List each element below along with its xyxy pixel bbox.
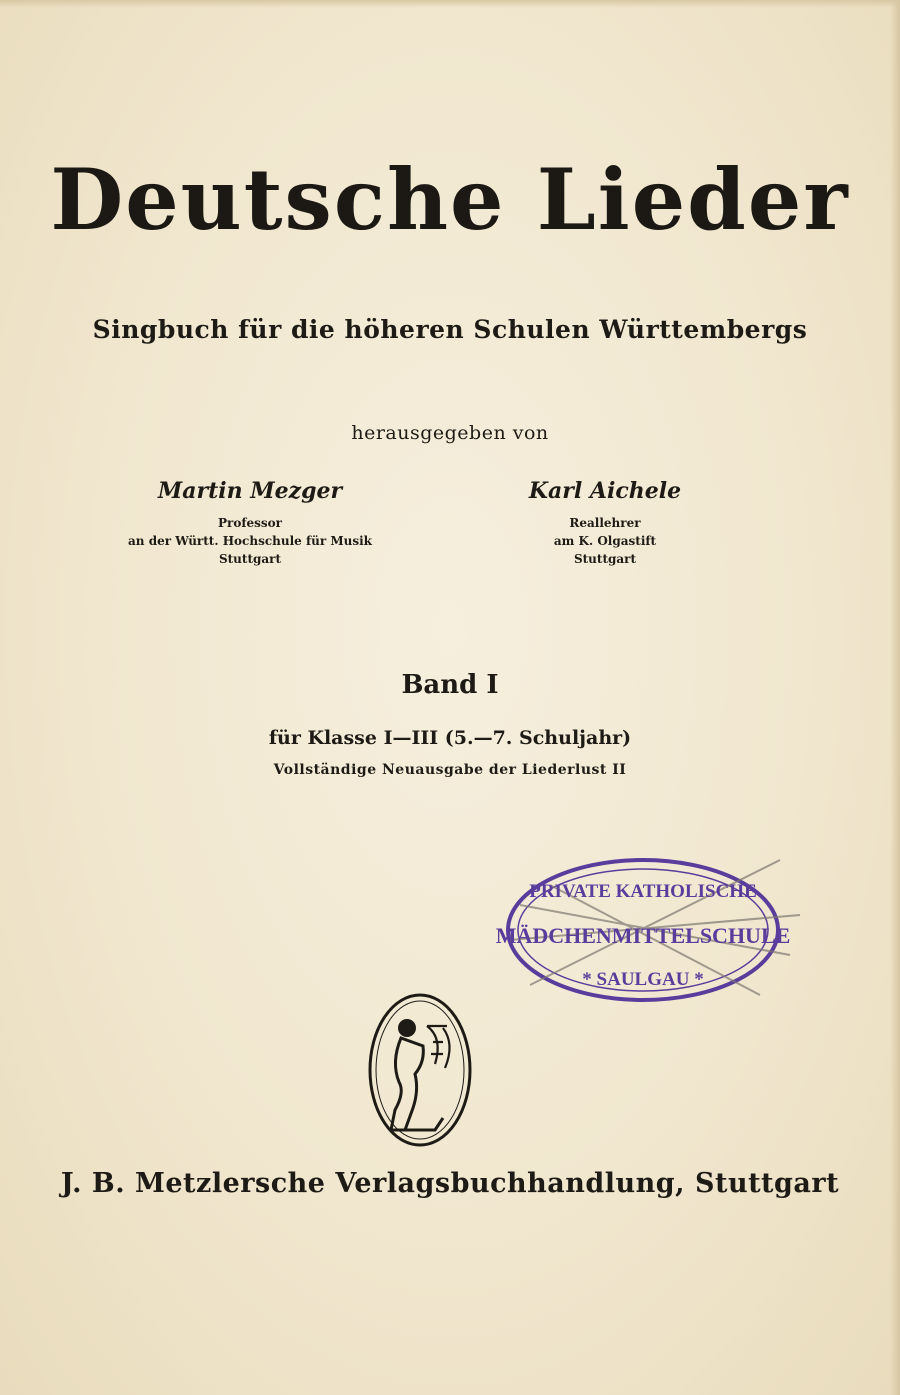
stamp-line-1: PRIVATE KATHOLISCHE xyxy=(529,881,757,902)
volume-label: Band I xyxy=(401,670,499,700)
editor-aichele xyxy=(435,478,775,568)
editor-city: Stuttgart xyxy=(573,552,637,566)
edition-note: Vollständige Neuausgabe der Liederlust II xyxy=(273,762,627,778)
school-stamp xyxy=(490,845,810,1015)
publisher-name: J. B. Metzlersche Verlagsbuchhandlung, Stuttgart xyxy=(60,1168,840,1199)
editor-title: Reallehrer xyxy=(569,516,641,530)
editor-name: Karl Aichele xyxy=(528,478,682,504)
editor-title: Professor xyxy=(218,516,282,530)
editor-affiliation: am K. Olgastift xyxy=(553,534,657,548)
editor-affiliation: an der Württ. Hochschule für Musik xyxy=(128,534,372,548)
class-range: für Klasse I—III (5.—7. Schuljahr) xyxy=(268,727,632,749)
stamp-line-2: MÄDCHENMITTELSCHULE xyxy=(495,923,791,948)
editor-mezger xyxy=(80,478,420,568)
stamp-line-3: * SAULGAU * xyxy=(582,969,704,990)
publisher-emblem-icon xyxy=(365,990,475,1150)
edited-by-label: herausgegeben von xyxy=(351,422,549,444)
editor-city: Stuttgart xyxy=(218,552,282,566)
page-edge-top xyxy=(0,0,900,8)
book-title: Deutsche Lieder xyxy=(50,150,850,249)
book-subtitle: Singbuch für die höheren Schulen Württembergs xyxy=(92,315,808,344)
editor-name: Martin Mezger xyxy=(157,478,343,504)
